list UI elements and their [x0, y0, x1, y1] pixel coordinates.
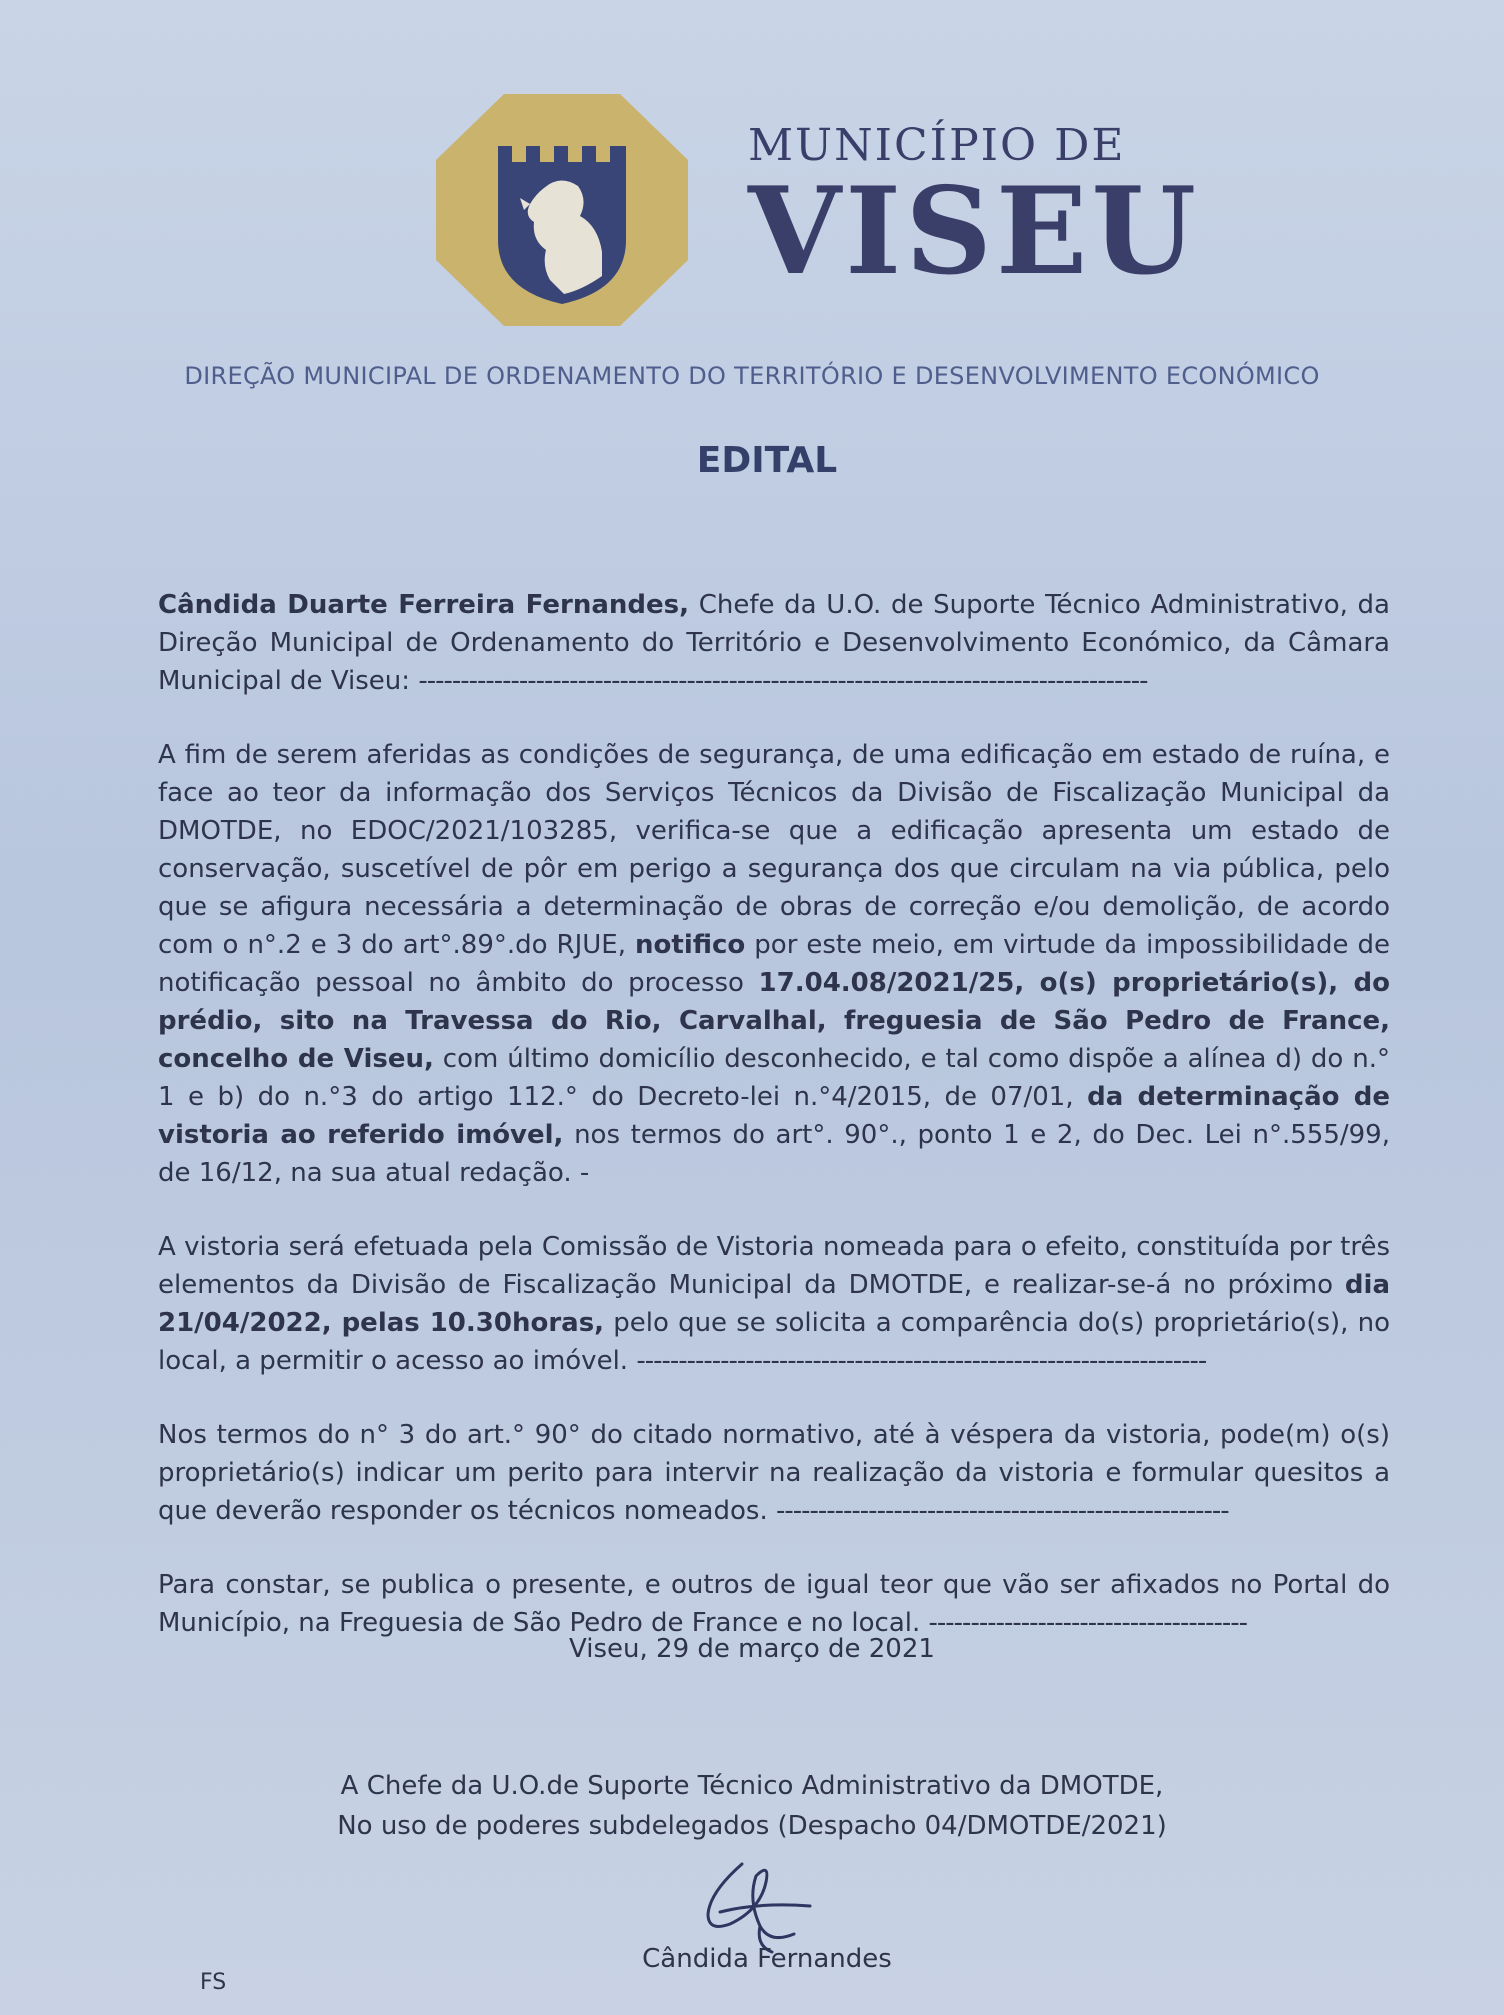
signatory-delegation: No uso de poderes subdelegados (Despacho 04/DMOTDE/2021) — [337, 1811, 1167, 1841]
paragraph-expert: Nos termos do n° 3 do art.° 90° do citado normativo, até à véspera da vistoria, pode(m) o(s) proprietário(s) indicar um perito para intervir na realização da vistoria e formular quesitos a que deverão responder os técnicos nomeados. ------------------------------------------------------ — [158, 1420, 1390, 1526]
direction-name: DIREÇÃO MUNICIPAL DE ORDENAMENTO DO TERRITÓRIO E DESENVOLVIMENTO ECONÓMICO — [184, 362, 1320, 390]
viseu-coat-of-arms-logo — [432, 90, 692, 330]
signatory-name: Cândida Fernandes — [642, 1944, 892, 1974]
document-body — [158, 586, 1390, 1678]
date-line: Viseu, 29 de março de 2021 — [569, 1634, 935, 1664]
paragraph-inspection: A vistoria será efetuada pela Comissão de Vistoria nomeada para o efeito, constituída por três elementos da Divisão de Fiscalização Municipal da DMOTDE, e realizar-se-á no próximo dia 21/04/2022, pelas 10.30horas, pelo que se solicita a comparência do(s) proprietário(s), no local, a permitir o acesso ao imóvel. -------------------------------------------------------------------- — [158, 1232, 1390, 1376]
paragraph-intro: Cândida Duarte Ferreira Fernandes, Chefe da U.O. de Suporte Técnico Administrativo, da Direção Municipal de Ordenamento do Território e Desenvolvimento Económico, da Câmara Municipal de Viseu: --------------------------------------------------------------------------------------- — [158, 590, 1390, 696]
official-name: Cândida Duarte Ferreira Fernandes, — [158, 590, 689, 620]
signatory-title: A Chefe da U.O.de Suporte Técnico Administrativo da DMOTDE, — [340, 1771, 1164, 1801]
signature-block — [0, 1766, 1504, 1846]
author-initials: FS — [200, 1970, 227, 1995]
paragraph-publication: Para constar, se publica o presente, e outros de igual teor que vão ser afixados no Portal do Município, na Freguesia de São Pedro de France e no local. -------------------------------------- — [158, 1570, 1390, 1638]
document-title: EDITAL — [696, 440, 838, 481]
municipality-wordmark — [748, 120, 1201, 302]
brand-top: MUNICÍPIO DE — [748, 120, 1126, 171]
paragraph-notification: A fim de serem aferidas as condições de segurança, de uma edificação em estado de ruína, e face ao teor da informação dos Serviços Técnicos da Divisão de Fiscalização Municipal da DMOTDE, no EDOC/2021/103285, verifica-se que a edificação apresenta um estado de conservação, suscetível de pôr em perigo a segurança dos que circulam na via pública, pelo que se afigura necessária a determinação de obras de correção e/ou demolição, de acordo com o n°.2 e 3 do art°.89°.do RJUE, notifico por este meio, em virtude da impossibilidade de notificação pessoal no âmbito do processo 17.04.08/2021/25, o(s) proprietário(s), do prédio, sito na Travessa do Rio, Carvalhal, freguesia de São Pedro de France, concelho de Viseu, com último domicílio desconhecido, e tal como dispõe a alínea d) do n.° 1 e b) do n.°3 do artigo 112.° do Decreto-lei n.°4/2015, de 07/01, da determinação de vistoria ao referido imóvel, nos termos do art°. 90°., ponto 1 e 2, do Dec. Lei n°.555/99, de 16/12, na sua atual redação. - — [158, 740, 1390, 1188]
brand-main: VISEU — [748, 161, 1201, 302]
